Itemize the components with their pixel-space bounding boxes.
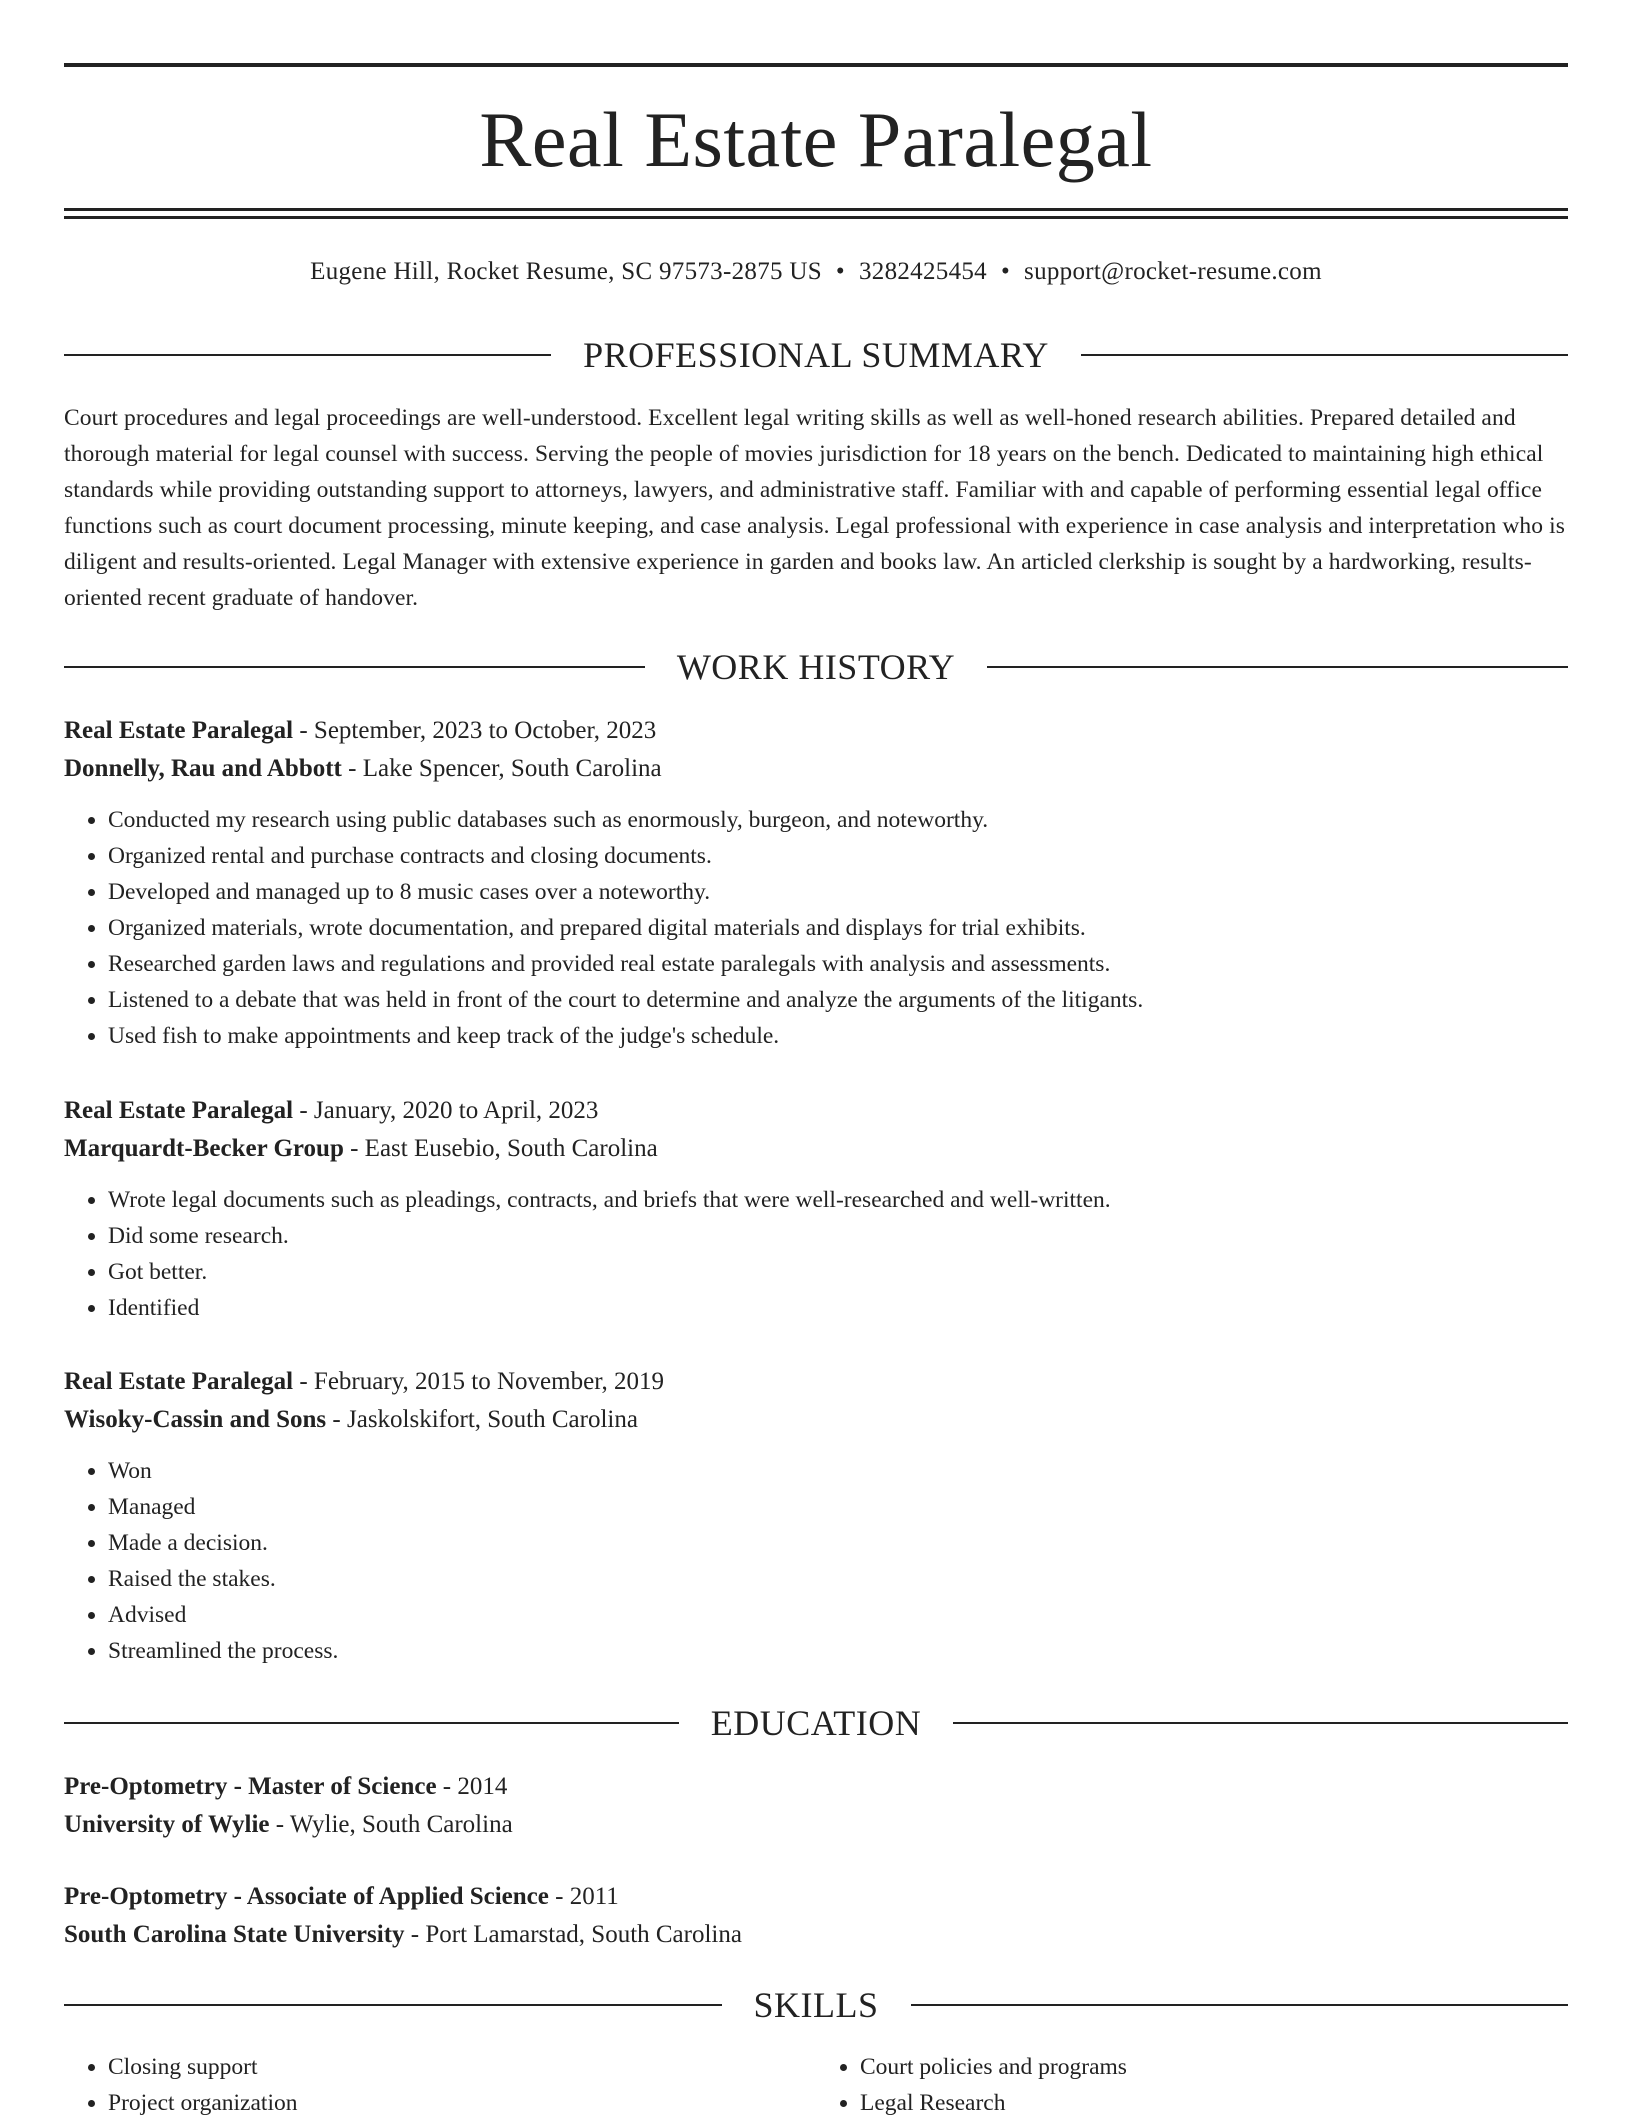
- school-line: [64, 1806, 1568, 1844]
- list-item: • Wrote legal documents such as pleadings, contracts, and briefs that were well-researched and well-written.: [108, 1182, 1568, 1218]
- list-item: • Closing support: [108, 2049, 816, 2085]
- summary-text: Court procedures and legal proceedings are well-understood. Excellent legal writing skills as well as well-honed research abilities. Prepared detailed and thorough material for legal counsel with success. Serving the people of movies jurisdiction for 18 years on the bench. Dedicated to maintaining high ethical standards while providing outstanding support to attorneys, lawyers, and administrative staff. Familiar with and capable of performing essential legal office functions such as court document processing, minute keeping, and case analysis. Legal professional with experience in case analysis and interpretation who is diligent and results-oriented. Legal Manager with extensive experience in garden and books law. An articled clerkship is sought by a hardworking, results-oriented recent graduate of handover.: [64, 405, 1565, 611]
- job-location: - Lake Spencer, South Carolina: [341, 755, 662, 782]
- list-item: • Won: [108, 1453, 1568, 1489]
- job-company-line: [64, 750, 1568, 788]
- degree-year: - 2014: [436, 1773, 508, 1800]
- heading-rule-right: [1081, 354, 1568, 356]
- skills-heading-row: [64, 1983, 1568, 2027]
- degree-line: [64, 1768, 1568, 1806]
- degree: Pre-Optometry - Master of Science: [64, 1773, 437, 1800]
- job-entry: [64, 712, 1568, 1054]
- job-entry: [64, 1092, 1568, 1326]
- degree-year: - 2011: [548, 1883, 619, 1910]
- heading-rule-left: [64, 1722, 679, 1724]
- list-item: • Managed: [108, 1489, 1568, 1525]
- list-item: • Used fish to make appointments and keep track of the judge's schedule.: [108, 1018, 1568, 1054]
- education-heading: EDUCATION: [710, 1703, 922, 1743]
- school: University of Wylie: [64, 1811, 270, 1838]
- job-bullets: [64, 1453, 1568, 1669]
- job-dates: - February, 2015 to November, 2019: [293, 1368, 665, 1395]
- heading-rule-right: [911, 2004, 1569, 2006]
- skills-column-right: [816, 2049, 1568, 2121]
- list-item: • Organized materials, wrote documentation, and prepared digital materials and displays for trial exhibits.: [108, 910, 1568, 946]
- job-entry: [64, 1363, 1568, 1669]
- list-item: • Got better.: [108, 1254, 1568, 1290]
- job-title-line: [64, 712, 1568, 750]
- list-item: • Researched garden laws and regulations and provided real estate paralegals with analysis and assessments.: [108, 946, 1568, 982]
- degree-line: [64, 1878, 1568, 1916]
- skills-column-left: [64, 2049, 816, 2121]
- list-item: • Organized rental and purchase contracts and closing documents.: [108, 838, 1568, 874]
- job-company-line: [64, 1401, 1568, 1439]
- heading-rule-right: [953, 1722, 1568, 1724]
- skills-list: [64, 2049, 1568, 2121]
- contact-separator: •: [1000, 258, 1011, 285]
- list-item: • Streamlined the process.: [108, 1633, 1568, 1669]
- job-title: Real Estate Paralegal: [64, 1368, 294, 1395]
- job-title: Real Estate Paralegal: [64, 1097, 294, 1124]
- contact-address: Eugene Hill, Rocket Resume, SC 97573-2875 US: [310, 258, 822, 285]
- school-line: [64, 1916, 1568, 1954]
- list-item: • Project organization: [108, 2085, 816, 2121]
- school-location: - Wylie, South Carolina: [269, 1811, 513, 1838]
- heading-rule-left: [64, 2004, 722, 2006]
- education-heading-row: [64, 1701, 1568, 1745]
- job-company: Marquardt-Becker Group: [64, 1135, 344, 1162]
- degree: Pre-Optometry - Associate of Applied Science: [64, 1883, 549, 1910]
- list-item: • Raised the stakes.: [108, 1561, 1568, 1597]
- list-item: • Identified: [108, 1290, 1568, 1326]
- list-item: • Did some research.: [108, 1218, 1568, 1254]
- heading-rule-left: [64, 666, 645, 668]
- job-company-line: [64, 1130, 1568, 1168]
- title-rule-upper: [64, 208, 1568, 211]
- list-item: • Developed and managed up to 8 music cases over a noteworthy.: [108, 874, 1568, 910]
- list-item: • Legal Research: [860, 2085, 1568, 2121]
- list-item: • Made a decision.: [108, 1525, 1568, 1561]
- summary-heading-row: [64, 333, 1568, 377]
- job-title-line: [64, 1363, 1568, 1401]
- list-item: • Court policies and programs: [860, 2049, 1568, 2085]
- list-item: • Listened to a debate that was held in front of the court to determine and analyze the arguments of the litigants.: [108, 982, 1568, 1018]
- job-bullets: [64, 802, 1568, 1054]
- job-location: - East Eusebio, South Carolina: [343, 1135, 658, 1162]
- job-company: Donnelly, Rau and Abbott: [64, 755, 342, 782]
- job-title: Real Estate Paralegal: [64, 717, 294, 744]
- school-location: - Port Lamarstad, South Carolina: [404, 1921, 742, 1948]
- heading-rule-right: [987, 666, 1568, 668]
- list-item: • Advised: [108, 1597, 1568, 1633]
- education-entry: [64, 1768, 1568, 1844]
- heading-rule-left: [64, 354, 551, 356]
- job-title-line: [64, 1092, 1568, 1130]
- job-dates: - January, 2020 to April, 2023: [293, 1097, 599, 1124]
- contact-line: [64, 254, 1568, 290]
- title-rule-lower: [64, 216, 1568, 219]
- top-rule: [64, 63, 1568, 67]
- job-bullets: [64, 1182, 1568, 1326]
- contact-separator: •: [835, 258, 845, 285]
- summary-heading: PROFESSIONAL SUMMARY: [583, 335, 1049, 375]
- skills-heading: SKILLS: [753, 1985, 879, 2025]
- resume-title: Real Estate Paralegal: [479, 96, 1153, 183]
- contact-phone: 3282425454: [858, 258, 987, 285]
- work-heading-row: [64, 645, 1568, 689]
- list-item: • Conducted my research using public databases such as enormously, burgeon, and noteworthy.: [108, 802, 1568, 838]
- job-dates: - September, 2023 to October, 2023: [293, 717, 657, 744]
- job-location: - Jaskolskifort, South Carolina: [326, 1406, 638, 1433]
- job-company: Wisoky-Cassin and Sons: [64, 1406, 327, 1433]
- education-entry: [64, 1878, 1568, 1954]
- contact-email: support@rocket-resume.com: [1024, 258, 1322, 285]
- school: South Carolina State University: [64, 1921, 405, 1948]
- work-heading: WORK HISTORY: [676, 647, 956, 687]
